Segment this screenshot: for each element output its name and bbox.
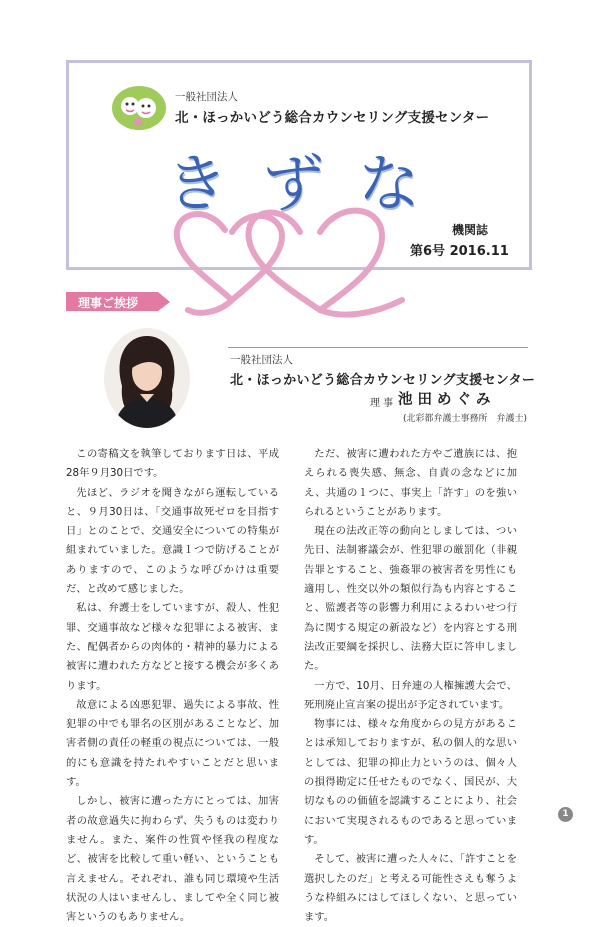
paragraph: 故意による凶悪犯罪、過失による事故、性犯罪の中でも罪名の区別があることなど、加害者側の責任の軽重の視点については、一般的にも意識を持たれやすいことだと思います。 [66, 698, 279, 789]
article-column-right [304, 445, 517, 927]
author-name: 池田めぐみ [398, 392, 496, 408]
paragraph: 私は、弁護士をしていますが、殺人、性犯罪、交通事故など様々な犯罪による被害、また、配偶者からの肉体的・精神的暴力による被害に遭われた方などと接する機会が多くあります。 [66, 602, 279, 692]
publication-label: 機関誌 [452, 223, 489, 237]
paragraph: 先ほど、ラジオを聞きながら運転していると、９月30日は、「交通事故死ゼロを目指す日」とのことで、交通安全についての特集が組まれていました。意識１つで防げることがありますので、このような呼びかけは重要だ、と改めて感じました。 [66, 486, 279, 596]
header-org-type: 一般社団法人 [175, 91, 238, 103]
article-column-left [66, 445, 279, 927]
section-tag: 理事ご挨拶 [66, 292, 158, 311]
author-org-type: 一般社団法人 [230, 354, 293, 366]
header-org-name: 北・ほっかいどう総合カウンセリング支援センター [175, 110, 490, 126]
author-role: 理 事 [370, 398, 394, 409]
paragraph: そして、被害に遭った人々に、「許すことを選択したのだ」と考える可能性さえも奪うような枠組みにはしてほしくない、と思っています。 [304, 853, 517, 924]
counseling-logo-icon [110, 82, 168, 132]
author-affiliation: (北彩都弁護士事務所 弁護士) [403, 414, 528, 424]
paragraph: ただ、被害に遭われた方やご遺族には、抱えられる喪失感、無念、自責の念などに加え、共通の１つに、事実上「許す」のを強いられるということがあります。 [304, 448, 517, 518]
author-divider [228, 347, 528, 348]
issue-number: 第6号 2016.11 [410, 244, 509, 259]
magazine-title: きずな [166, 147, 455, 220]
paragraph: 一方で、10月、日弁連の人権擁護大会で、死刑廃止宣言案の提出が予定されています。 [304, 679, 517, 711]
author-portrait [104, 328, 190, 428]
author-org-name: 北・ほっかいどう総合カウンセリング支援センター [230, 373, 536, 388]
paragraph: 物事には、様々な角度からの見方があることは承知しておりますが、私の個人的な思いとしては、犯罪の抑止力というのは、個々人の損得勘定に任せたものでなく、国民が、大切なものの価値を認識することにより、社会において実現されるものであると思っています。 [304, 718, 517, 846]
paragraph: しかし、被害に遭った方にとっては、加害者の故意過失に拘わらず、失うものは変わりません。また、案件の性質や怪我の程度など、被害を比較して重い軽い、ということも言えません。それぞれ、誰も同じ環境や生活状況の人はいませんし、ましてや全く同じ被害というのもありません。 [66, 795, 279, 924]
page-number: 1 [558, 807, 573, 822]
paragraph: この寄稿文を執筆しております日は、平成28年９月30日です。 [66, 448, 279, 480]
paragraph: 現在の法改正等の動向としましては、つい先日、法制審議会が、性犯罪の厳罰化（非親告罪とすること、強姦罪の被害者を男性にも適用し、性交以外の類似行為も内容とすること、監護者等の影響力利用によるわいせつ行為に関する規定の新設など）を内容とする刑法改正要綱を採択し、法務大臣に答申しました。 [304, 525, 517, 673]
